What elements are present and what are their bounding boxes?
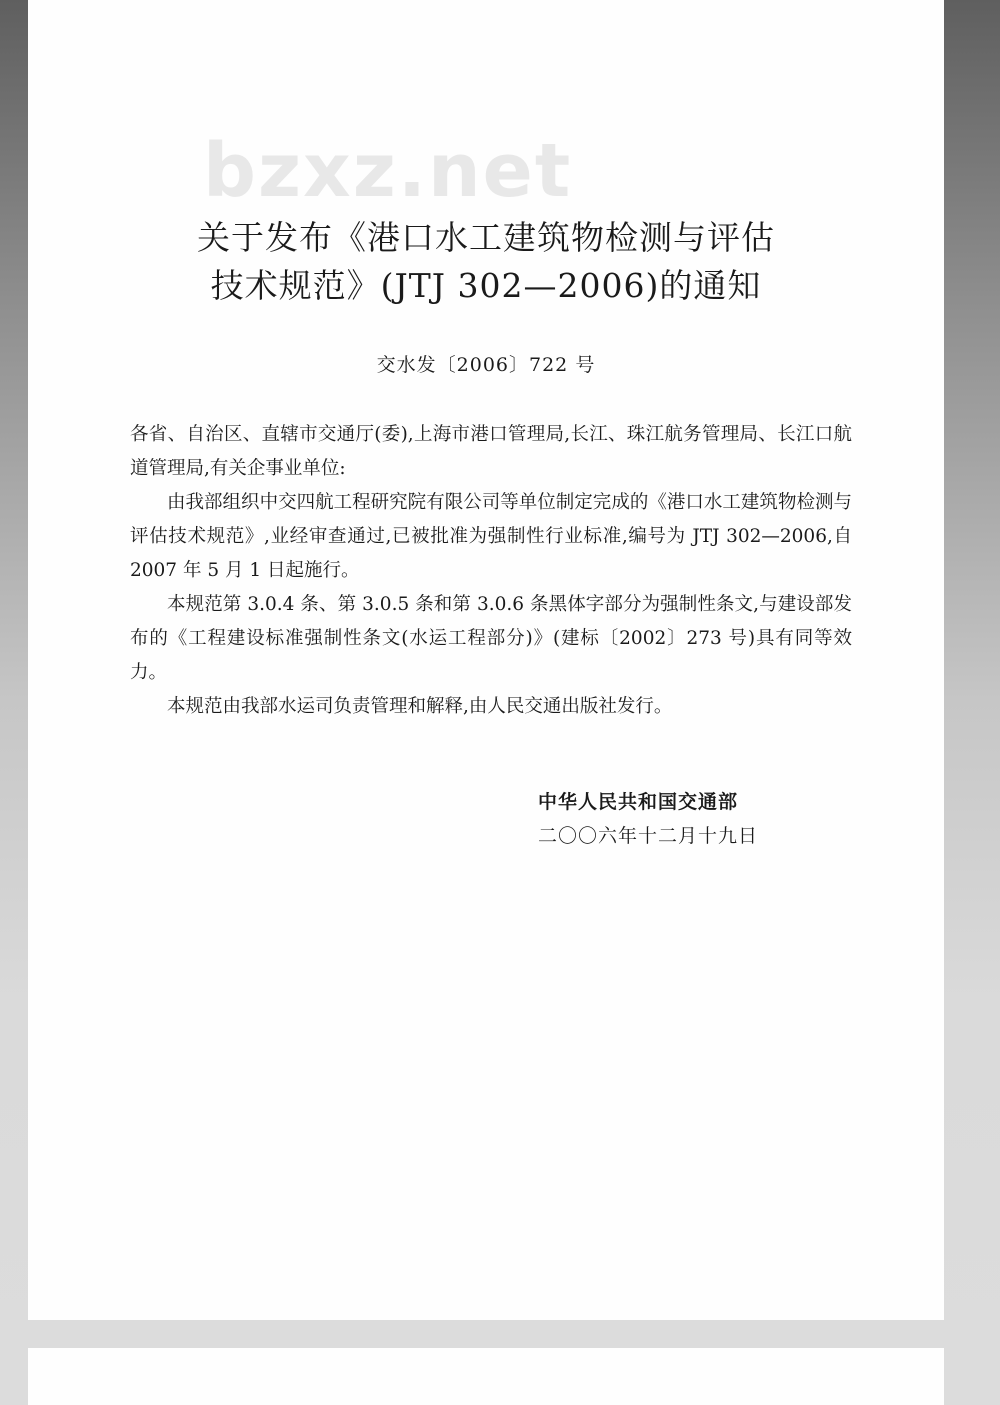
- next-page-edge: [28, 1348, 944, 1405]
- issue-date: 二〇〇六年十二月十九日: [538, 825, 759, 847]
- addressee-paragraph: 各省、自治区、直辖市交通厅(委),上海市港口管理局,长江、珠江航务管理局、长江口航道管理局,有关企事业单位:: [130, 424, 852, 479]
- notice-body: [130, 418, 852, 724]
- watermark: bzxz.net: [203, 128, 573, 214]
- body-paragraph: 本规范由我部水运司负责管理和解释,由人民交通出版社发行。: [167, 696, 673, 717]
- signature-block: [538, 785, 758, 853]
- notice-title: [28, 214, 944, 310]
- document-page: [28, 0, 944, 1320]
- body-paragraph: 本规范第 3.0.4 条、第 3.0.5 条和第 3.0.6 条黑体字部分为强制性条文,与建设部发布的《工程建设标准强制性条文(水运工程部分)》(建标〔2002〕273 号)具有同等效力。: [130, 594, 852, 683]
- body-paragraph: 由我部组织中交四航工程研究院有限公司等单位制定完成的《港口水工建筑物检测与评估技术规范》,业经审查通过,已被批准为强制性行业标准,编号为 JTJ 302—2006,自 2007 年 5 月 1 日起施行。: [130, 492, 852, 581]
- title-line-2: 技术规范》(JTJ 302—2006)的通知: [210, 266, 762, 305]
- issuing-organization: 中华人民共和国交通部: [538, 791, 739, 813]
- title-line-1: 关于发布《港口水工建筑物检测与评估: [197, 218, 775, 257]
- document-number: 交水发〔2006〕722 号: [376, 354, 596, 376]
